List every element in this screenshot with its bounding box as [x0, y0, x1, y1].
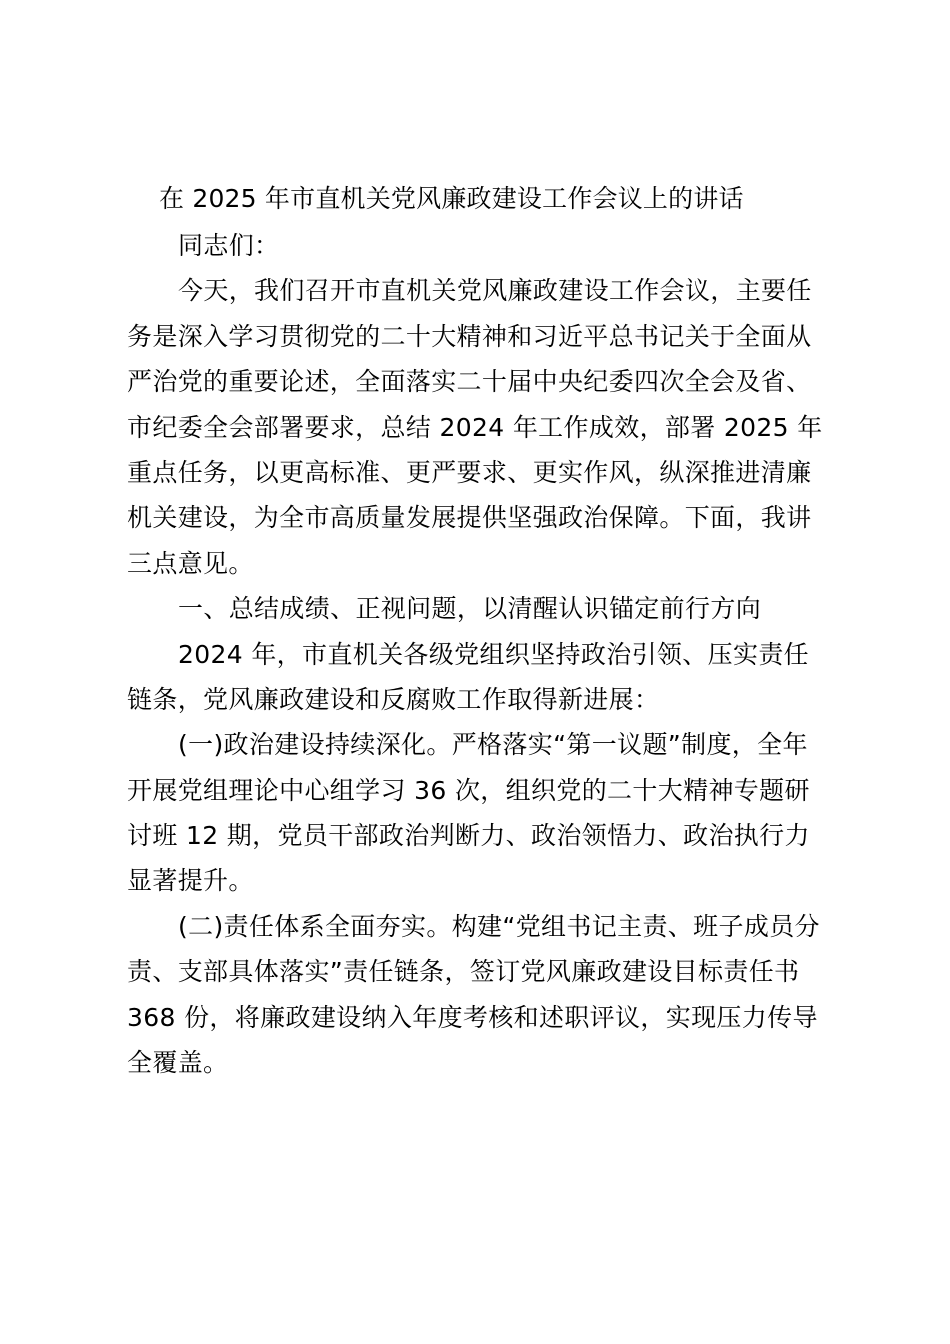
text-line: 一、总结成绩、正视问题，以清醒认识锚定前行方向: [178, 594, 762, 624]
text-line: (二)责任体系全面夯实。构建“党组书记主责、班子成员分: [178, 911, 820, 941]
text-line: 务是深入学习贯彻党的二十大精神和习近平总书记关于全面从: [127, 321, 812, 351]
document-text: [127, 223, 823, 1085]
text-line: 三点意见。: [127, 548, 254, 578]
text-line: 全覆盖。: [127, 1048, 229, 1078]
text-line: 严治党的重要论述，全面落实二十届中央纪委四次全会及省、: [127, 367, 812, 397]
text-line: 重点任务，以更高标准、更严要求、更实作风，纵深推进清廉: [127, 457, 812, 487]
text-line: 同志们：: [178, 231, 280, 260]
text-line: 368 份，将廉政建设纳入年度考核和述职评议，实现压力传导: [127, 1002, 818, 1032]
text-line: 机关建设，为全市高质量发展提供坚强政治保障。下面，我讲: [127, 503, 812, 533]
document-body: [127, 175, 823, 1085]
text-line: 市纪委全会部署要求，总结 2024 年工作成效，部署 2025 年: [127, 412, 823, 442]
text-line: 今天，我们召开市直机关党风廉政建设工作会议，主要任: [178, 276, 812, 306]
text-line: 显著提升。: [127, 866, 254, 896]
text-line: 开展党组理论中心组学习 36 次，组织党的二十大精神专题研: [127, 775, 810, 805]
text-line: 2024 年，市直机关各级党组织坚持政治引领、压实责任: [178, 639, 810, 669]
text-line: 讨班 12 期，党员干部政治判断力、政治领悟力、政治执行力: [127, 821, 810, 851]
text-line: (一)政治建设持续深化。严格落实“第一议题”制度，全年: [178, 730, 808, 760]
text-line: 责、支部具体落实”责任链条，签订党风廉政建设目标责任书: [127, 957, 800, 987]
document-title: 在 2025 年市直机关党风廉政建设工作会议上的讲话: [159, 184, 744, 213]
text-line: 链条，党风廉政建设和反腐败工作取得新进展：: [127, 684, 660, 714]
